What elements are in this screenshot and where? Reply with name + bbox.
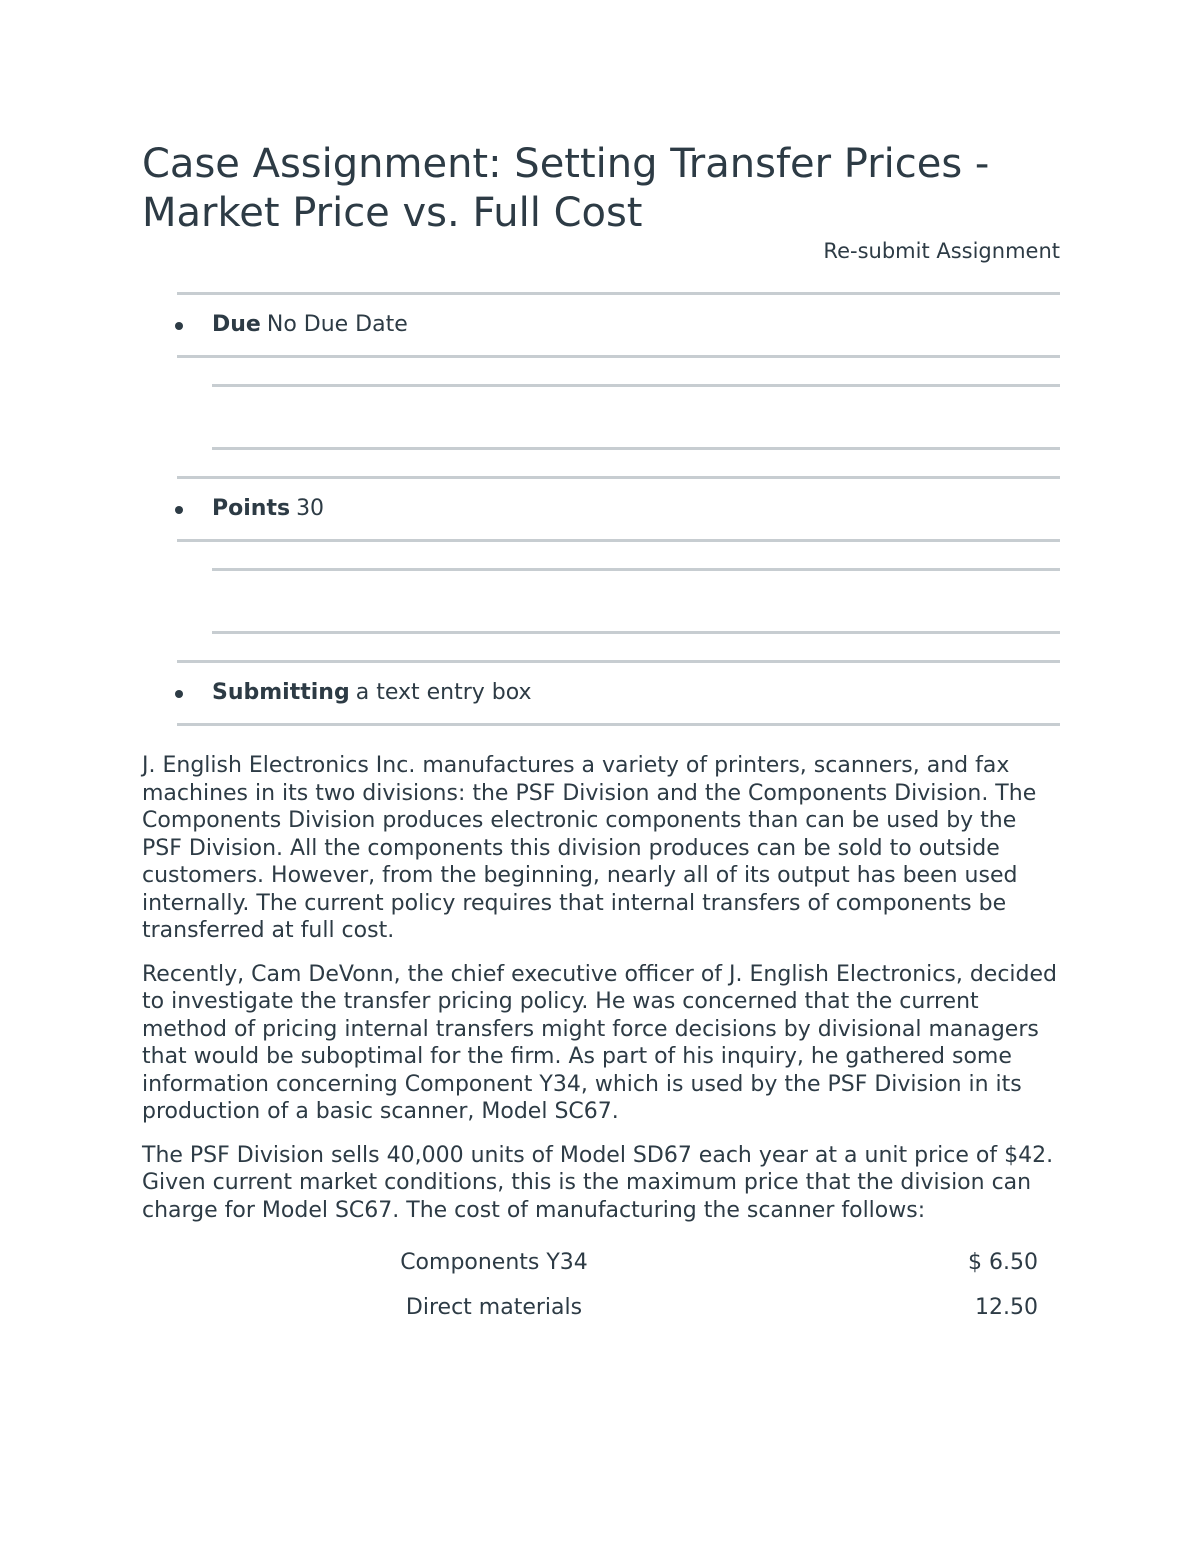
cost-amount: 12.50	[975, 1295, 1038, 1320]
detail-due-value: No Due Date	[266, 312, 408, 337]
title-line-1: Case Assignment: Setting Transfer Prices -	[142, 141, 990, 187]
bullet-icon	[175, 506, 183, 514]
description-paragraph: The PSF Division sells 40,000 units of Model SD67 each year at a unit price of $42. Given current market conditions, this is the maximum price that the division can charge for Model SC67. The cost of manufacturing the scanner follows:	[142, 1142, 1054, 1223]
detail-points-label: Points	[212, 496, 291, 521]
assignment-page	[142, 140, 1060, 1330]
cost-item: Direct materials	[405, 1295, 583, 1320]
assignment-details	[177, 292, 1060, 726]
detail-submitting	[177, 663, 1060, 723]
resubmit-assignment-link[interactable]: Re-submit Assignment	[823, 239, 1060, 263]
detail-submitting-value: a text entry box	[355, 680, 532, 705]
cost-item: Components Y34	[400, 1250, 588, 1275]
bullet-icon	[175, 322, 183, 330]
detail-due	[177, 295, 1060, 355]
cost-row	[142, 1240, 1060, 1285]
page-title	[142, 140, 1060, 238]
detail-due-label: Due	[212, 312, 261, 337]
divider	[177, 723, 1060, 726]
cost-table	[142, 1240, 1060, 1330]
bullet-icon	[175, 690, 183, 698]
detail-submitting-label: Submitting	[212, 680, 350, 705]
detail-points-value: 30	[296, 496, 325, 521]
description-paragraph: J. English Electronics Inc. manufactures a variety of printers, scanners, and fax machines in its two divisions: the PSF Division and the Components Division. The Components Division produces electronic components than can be used by the PSF Division. All the components this division produces can be sold to outside customers. However, from the beginning, nearly all of its output has been used internally. The current policy requires that internal transfers of components be transferred at full cost.	[142, 753, 1037, 943]
cost-row	[142, 1285, 1060, 1330]
title-line-2: Market Price vs. Full Cost	[142, 190, 643, 236]
description-paragraph: Recently, Cam DeVonn, the chief executive officer of J. English Electronics, decided to investigate the transfer pricing policy. He was concerned that the current method of pricing internal transfers might force decisions by divisional managers that would be suboptimal for the firm. As part of his inquiry, he gathered some information concerning Component Y34, which is used by the PSF Division in its production of a basic scanner, Model SC67.	[142, 961, 1058, 1124]
detail-points	[177, 479, 1060, 539]
cost-amount: $ 6.50	[968, 1250, 1038, 1275]
assignment-description	[142, 752, 1060, 1224]
